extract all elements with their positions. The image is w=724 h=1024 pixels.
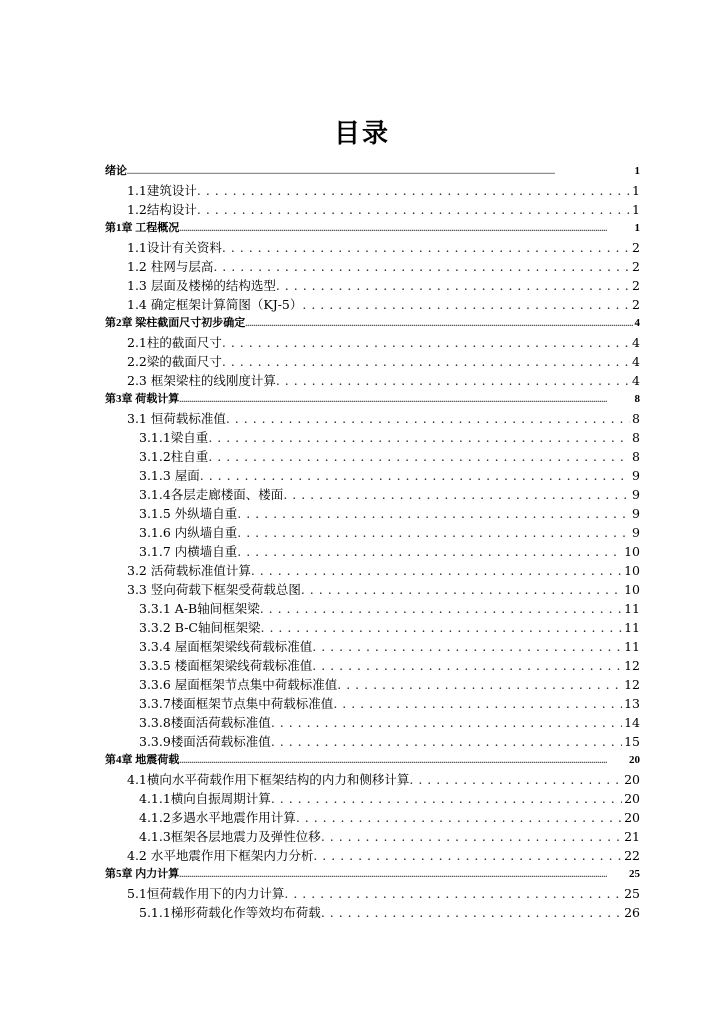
toc-section-entry[interactable] <box>105 504 640 523</box>
toc-chapter-entry[interactable] <box>105 162 640 181</box>
toc-section-entry[interactable] <box>105 675 640 694</box>
toc-entry-label: 3.3.6 屋面框架节点集中荷载标准值 <box>139 677 338 692</box>
toc-page-number: 8 <box>632 430 640 445</box>
toc-entry-label: 3.1.5 外纵墙自重 <box>139 506 238 521</box>
toc-dot-leader <box>237 542 622 561</box>
toc-entry-label: 2.2梁的截面尺寸 <box>127 354 222 369</box>
toc-chapter-entry[interactable] <box>105 314 640 333</box>
toc-entry-label: 3.1.6 内纵墙自重 <box>139 525 238 540</box>
toc-dot-leader <box>271 789 622 808</box>
toc-dot-leader <box>301 580 622 599</box>
toc-section-entry[interactable] <box>105 276 640 295</box>
toc-dot-leader <box>237 523 630 542</box>
toc-dot-leader <box>312 656 622 675</box>
toc-page-number: 10 <box>624 563 640 578</box>
toc-page-number: 4 <box>632 354 640 369</box>
toc-section-entry[interactable] <box>105 352 640 371</box>
toc-page-number: 1 <box>634 165 640 177</box>
toc-dot-leader <box>276 371 630 390</box>
toc-entry-label: 2.1柱的截面尺寸 <box>127 335 222 350</box>
toc-entry-label: 3.2 活荷载标准值计算 <box>127 563 251 578</box>
toc-page-number: 8 <box>632 449 640 464</box>
toc-entry-label: 3.3.1 A-B轴间框架梁 <box>139 601 260 616</box>
toc-dot-leader <box>296 808 622 827</box>
toc-entry-label: 3.1.4各层走廊楼面、楼面 <box>139 487 284 502</box>
toc-dot-leader <box>271 732 622 751</box>
toc-section-entry[interactable] <box>105 371 640 390</box>
toc-dot-leader <box>271 713 622 732</box>
toc-section-entry[interactable] <box>105 200 640 219</box>
toc-chapter-entry[interactable] <box>105 219 640 238</box>
toc-dot-leader <box>222 238 630 257</box>
toc-entry-label: 3.1 恒荷载标准值 <box>127 411 226 426</box>
toc-page-number: 12 <box>624 658 640 673</box>
toc-section-entry[interactable] <box>105 808 640 827</box>
toc-page-number: 2 <box>632 259 640 274</box>
toc-section-entry[interactable] <box>105 428 640 447</box>
toc-entry-label: 4.1.1横向自振周期计算 <box>139 791 271 806</box>
toc-page-number: 11 <box>624 639 640 654</box>
toc-entry-label: 3.3.5 楼面框架梁线荷载标准值 <box>139 658 313 673</box>
toc-section-entry[interactable] <box>105 846 640 865</box>
toc-page-number: 25 <box>629 868 640 880</box>
toc-page-number: 2 <box>632 240 640 255</box>
toc-entry-label: 3.3.9楼面活荷载标准值 <box>139 734 271 749</box>
toc-entry-label: 第5章 内力计算 <box>105 868 180 880</box>
toc-page-number: 9 <box>632 468 640 483</box>
toc-section-entry[interactable] <box>105 789 640 808</box>
toc-page-number: 21 <box>624 829 640 844</box>
toc-dot-leader <box>302 295 630 314</box>
toc-entry-label: 第3章 荷载计算 <box>105 393 180 405</box>
toc-page-number: 11 <box>624 601 640 616</box>
toc-dot-leader <box>208 428 630 447</box>
toc-page-number: 1 <box>634 222 640 234</box>
toc-page-number: 14 <box>624 715 640 730</box>
toc-section-entry[interactable] <box>105 827 640 846</box>
toc-entry-label: 1.3 层面及楼梯的结构选型 <box>127 278 276 293</box>
toc-entry-label: 3.1.1梁自重 <box>139 430 209 445</box>
toc-page-number: 9 <box>632 506 640 521</box>
toc-page-number: 4 <box>634 317 640 329</box>
toc-page-number: 8 <box>632 411 640 426</box>
toc-dot-leader <box>260 599 622 618</box>
toc-dot-leader <box>276 276 630 295</box>
toc-section-entry[interactable] <box>105 523 640 542</box>
toc-dot-leader <box>261 618 623 637</box>
toc-section-entry[interactable] <box>105 618 640 637</box>
toc-entry-label: 第2章 梁柱截面尺寸初步确定 <box>105 317 246 329</box>
toc-dot-leader <box>197 200 630 219</box>
toc-section-entry[interactable] <box>105 257 640 276</box>
toc-page-number: 2 <box>632 278 640 293</box>
toc-entry-label: 4.1.3框架各层地震力及弹性位移 <box>139 829 321 844</box>
toc-dot-leader <box>313 846 622 865</box>
toc-entry-label: 3.3 竖向荷载下框架受荷载总图 <box>127 582 301 597</box>
toc-dot-leader <box>179 219 632 238</box>
toc-dot-leader <box>237 504 630 523</box>
toc-section-entry[interactable] <box>105 409 640 428</box>
page-title: 目录 <box>333 119 390 149</box>
toc-entry-label: 5.1恒荷载作用下的内力计算 <box>127 886 285 901</box>
toc-dot-leader <box>251 561 622 580</box>
toc-entry-label: 3.1.2柱自重 <box>139 449 209 464</box>
toc-section-entry[interactable] <box>105 713 640 732</box>
toc-page-number: 11 <box>624 620 640 635</box>
toc-section-entry[interactable] <box>105 542 640 561</box>
toc-section-entry[interactable] <box>105 694 640 713</box>
toc-dot-leader <box>208 447 630 466</box>
toc-section-entry[interactable] <box>105 295 640 314</box>
toc-entry-label: 3.1.3 屋面 <box>139 468 200 483</box>
toc-chapter-entry[interactable] <box>105 751 640 770</box>
toc-chapter-entry[interactable] <box>105 865 640 884</box>
toc-entry-label: 5.1.1梯形荷载化作等效均布荷载 <box>139 905 321 920</box>
toc-section-entry[interactable] <box>105 903 640 922</box>
toc-entry-label: 绪论 <box>105 165 127 177</box>
toc-page-number: 22 <box>624 848 640 863</box>
toc-section-entry[interactable] <box>105 485 640 504</box>
toc-section-entry[interactable] <box>105 561 640 580</box>
toc-section-entry[interactable] <box>105 732 640 751</box>
toc-entry-label: 4.1.2多遇水平地震作用计算 <box>139 810 296 825</box>
toc-dot-leader <box>312 637 622 656</box>
toc-dot-leader <box>200 466 630 485</box>
toc-page-number: 10 <box>624 582 640 597</box>
toc-section-entry[interactable] <box>105 637 640 656</box>
toc-page-number: 9 <box>632 487 640 502</box>
toc-page-number: 1 <box>632 183 640 198</box>
toc-page-number: 13 <box>624 696 640 711</box>
toc-dot-leader <box>321 827 622 846</box>
toc-page-number: 26 <box>624 905 640 920</box>
toc-dot-leader <box>197 181 630 200</box>
toc-page-number: 9 <box>632 525 640 540</box>
toc-entry-label: 4.1横向水平荷载作用下框架结构的内力和侧移计算 <box>127 772 410 787</box>
toc-entry-label: 1.4 确定框架计算简图（KJ-5） <box>127 297 303 312</box>
toc-dot-leader <box>127 162 633 181</box>
toc-section-entry[interactable] <box>105 599 640 618</box>
toc-entry-label: 1.2结构设计 <box>127 202 197 217</box>
toc-section-entry[interactable] <box>105 238 640 257</box>
toc-dot-leader <box>333 694 622 713</box>
toc-entry-label: 3.3.2 B-C轴间框架梁 <box>139 620 261 635</box>
toc-section-entry[interactable] <box>105 447 640 466</box>
toc-section-entry[interactable] <box>105 770 640 789</box>
toc-section-entry[interactable] <box>105 181 640 200</box>
toc-dot-leader <box>179 390 632 409</box>
toc-entry-label: 2.3 框架梁柱的线刚度计算 <box>127 373 276 388</box>
toc-section-entry[interactable] <box>105 884 640 903</box>
toc-entry-label: 1.1设计有关资料 <box>127 240 222 255</box>
toc-section-entry[interactable] <box>105 333 640 352</box>
toc-page-number: 12 <box>624 677 640 692</box>
toc-section-entry[interactable] <box>105 580 640 599</box>
toc-dot-leader <box>284 884 622 903</box>
toc-section-entry[interactable] <box>105 466 640 485</box>
toc-dot-leader <box>222 352 630 371</box>
toc-page-number: 25 <box>624 886 640 901</box>
toc-entry-label: 1.2 柱网与层高 <box>127 259 214 274</box>
toc-page-number: 10 <box>624 544 640 559</box>
toc-page-number: 2 <box>632 297 640 312</box>
toc-entry-label: 第1章 工程概况 <box>105 222 180 234</box>
toc-dot-leader <box>213 257 630 276</box>
toc-page-number: 4 <box>632 335 640 350</box>
toc-entry-label: 1.1建筑设计 <box>127 183 197 198</box>
toc-entry-label: 3.1.7 内横墙自重 <box>139 544 238 559</box>
toc-page-number: 15 <box>624 734 640 749</box>
toc-dot-leader <box>337 675 622 694</box>
toc-page-number: 20 <box>624 810 640 825</box>
toc-entry-label: 第4章 地震荷载 <box>105 754 180 766</box>
toc-page-number: 20 <box>629 754 640 766</box>
table-of-contents <box>105 162 640 922</box>
toc-dot-leader <box>245 314 632 333</box>
toc-dot-leader <box>222 333 630 352</box>
toc-dot-leader <box>179 865 627 884</box>
toc-entry-label: 3.3.4 屋面框架梁线荷载标准值 <box>139 639 313 654</box>
toc-page-number: 20 <box>624 772 640 787</box>
toc-page-number: 8 <box>634 393 640 405</box>
toc-section-entry[interactable] <box>105 656 640 675</box>
toc-chapter-entry[interactable] <box>105 390 640 409</box>
toc-dot-leader <box>409 770 622 789</box>
toc-page-number: 1 <box>632 202 640 217</box>
toc-entry-label: 3.3.7楼面框架节点集中荷载标准值 <box>139 696 334 711</box>
toc-dot-leader <box>283 485 630 504</box>
toc-dot-leader <box>179 751 627 770</box>
toc-page-number: 20 <box>624 791 640 806</box>
toc-dot-leader <box>321 903 622 922</box>
toc-entry-label: 3.3.8楼面活荷载标准值 <box>139 715 271 730</box>
toc-page-number: 4 <box>632 373 640 388</box>
toc-entry-label: 4.2 水平地震作用下框架内力分析 <box>127 848 314 863</box>
toc-dot-leader <box>226 409 630 428</box>
